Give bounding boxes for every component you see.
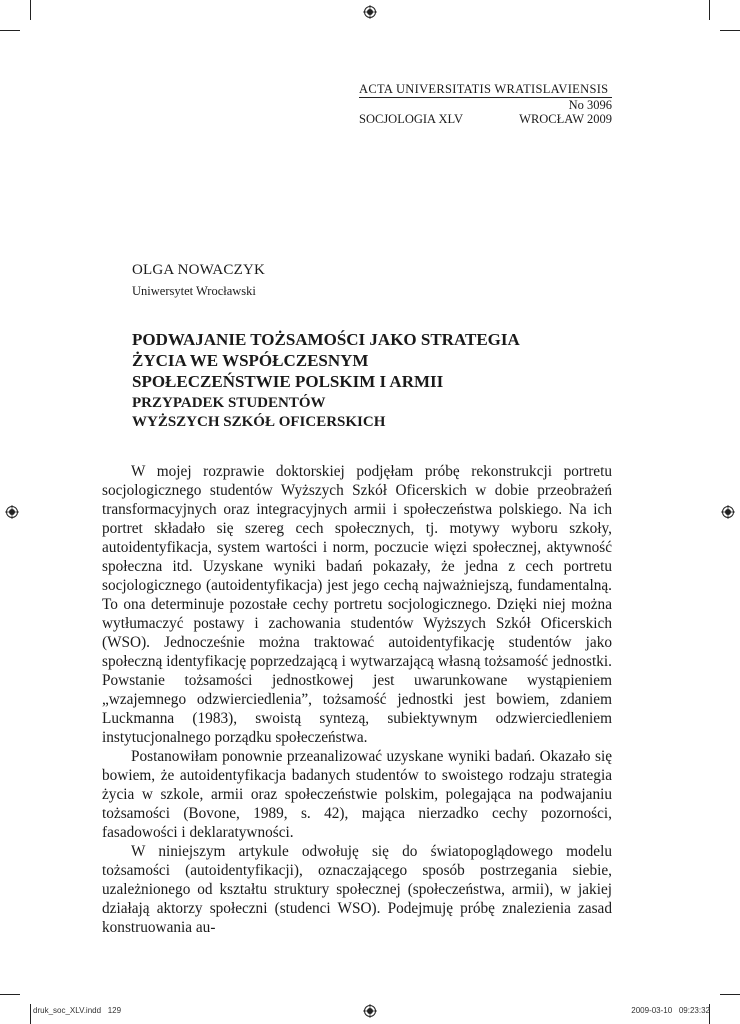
title-line: PODWAJANIE TOŻSAMOŚCI JAKO STRATEGIA: [132, 330, 520, 349]
journal-header: [359, 82, 612, 126]
series-title: ACTA UNIVERSITATIS WRATISLAVIENSIS: [359, 82, 609, 96]
subtitle-line: WYŻSZYCH SZKÓŁ OFICERSKICH: [132, 414, 386, 430]
registration-mark-icon: [5, 505, 19, 519]
article-title: [132, 329, 632, 392]
body-paragraph: Postanowiłam ponownie przeanalizować uzyskane wyniki badań. Okazało się bowiem, że autoidentyfikacja badanych studentów to swoistego rodzaju strategia życia w szkole, armii oraz społeczeństwie polskim, polegająca na podwajaniu tożsamości (Bovone, 1989, s. 42), mająca nierzadko cechy pozorności, fasadowości i deklaratywności.: [102, 748, 612, 841]
footer-file-name: druk_soc_XLV.indd 129: [33, 1006, 122, 1015]
crop-mark: [709, 0, 710, 20]
title-line: ŻYCIA WE WSPÓŁCZESNYM: [132, 351, 369, 370]
header-meta-row: [359, 112, 612, 126]
crop-mark: [30, 1004, 31, 1024]
article-subtitle: [132, 394, 632, 432]
crop-mark: [720, 994, 740, 995]
crop-mark: [30, 0, 31, 20]
title-line: SPOŁECZEŃSTWIE POLSKIM I ARMII: [132, 372, 444, 391]
article-body: [102, 462, 612, 937]
registration-mark-icon: [721, 505, 735, 519]
body-paragraph: W niniejszym artykule odwołuję się do światopoglądowego modelu tożsamości (autoidentyfikacji), oznaczającego sposób postrzegania siebie, uzależnionego od kształtu struktury społecznej (społeczeństwa, armii), w jakiej działają aktorzy społeczni (studenci WSO). Podejmuję próbę znalezienia zasad konstruowania au-: [102, 843, 612, 936]
crop-mark: [720, 30, 740, 31]
footer-timestamp: 2009-03-10 09:23:32: [631, 1006, 710, 1015]
subtitle-line: PRZYPADEK STUDENTÓW: [132, 395, 326, 411]
registration-mark-icon: [363, 5, 377, 19]
author-affiliation: Uniwersytet Wrocławski: [132, 284, 256, 298]
place-year: WROCŁAW 2009: [519, 112, 612, 126]
registration-mark-icon: [363, 1004, 377, 1018]
body-paragraph: W mojej rozprawie doktorskiej podjęłam próbę rekonstrukcji portretu socjologicznego studentów Wyższych Szkół Oficerskich w dobie przeobrażeń transformacyjnych oraz integracyjnych armii i społeczeństwa polskiego. Na ich portret składało się szereg cech społecznych, tj. motywy wyboru szkoły, autoidentyfikacja, system wartości i norm, poczucie więzi społecznej, aktywność społeczna itd. Uzyskane wyniki badań pokazały, że jedna z cech portretu socjologicznego (autoidentyfikacja) jest jego cechą najważniejszą, fundamentalną. To ona determinuje pozostałe cechy portretu socjologicznego. Dzięki niej można wytłumaczyć postawy i zachowania studentów Wyższych Szkół Oficerskich (WSO). Jednocześnie można traktować autoidentyfikację studentów jako społeczną identyfikację poprzedzającą i wytwarzającą własną tożsamość jednostki. Powstanie tożsamości jednostkowej jest uwarunkowane wystąpieniem „wzajemnego odzwierciedlenia”, tożsamość jednostki jest bowiem, zdaniem Luckmanna (1983), swoistą syntezą, subiektywnym odzwierciedleniem instytucjonalnego porządku społeczeństwa.: [102, 463, 612, 746]
author-name: OLGA NOWACZYK: [132, 262, 266, 278]
series-name: SOCJOLOGIA XLV: [359, 112, 464, 126]
issue-number: No 3096: [568, 98, 612, 112]
crop-mark: [0, 30, 20, 31]
crop-mark: [0, 994, 20, 995]
